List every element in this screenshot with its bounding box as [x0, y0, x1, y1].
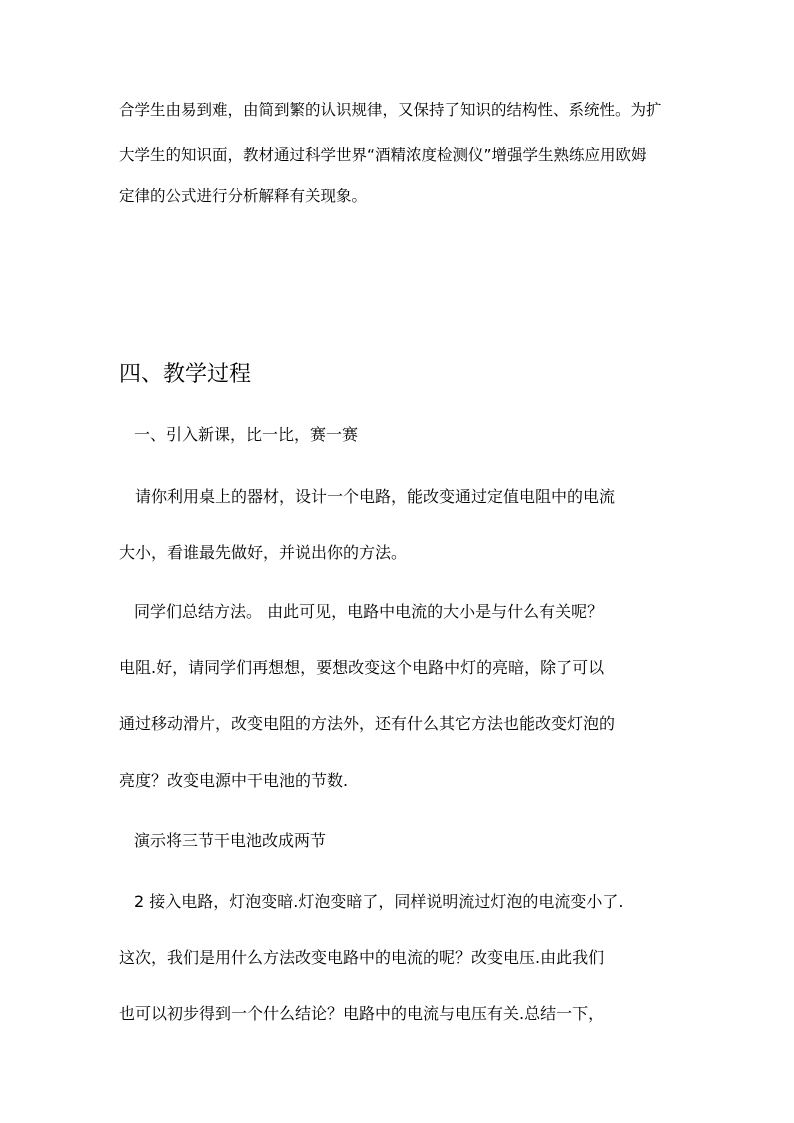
body-line-2: 请你利用桌上的器材，设计一个电路，能改变通过定值电阻中的电流 — [135, 487, 616, 506]
body-line-5: 电阻.好，请同学们再想想，要想改变这个电路中灯的亮暗，除了可以 — [119, 658, 605, 677]
body-line-8: 演示将三节干电池改成两节 — [134, 831, 327, 850]
body-line-9: 2 接入电路，灯泡变暗.灯泡变暗了，同样说明流过灯泡的电流变小了. — [134, 892, 624, 911]
body-line-11: 也可以初步得到一个什么结论？电路中的电流与电压有关.总结一下， — [119, 1004, 605, 1023]
body-line-4: 同学们总结方法。 由此可见，电路中电流的大小是与什么有关呢？ — [134, 602, 604, 621]
body-line-6: 通过移动滑片，改变电阻的方法外，还有什么其它方法也能改变灯泡的 — [119, 714, 616, 733]
section-heading: 四、教学过程 — [119, 362, 252, 387]
body-line-10: 这次，我们是用什么方法改变电路中的电流的呢？改变电压.由此我们 — [119, 948, 605, 967]
body-line-3: 大小，看谁最先做好，并说出你的方法。 — [119, 543, 408, 562]
intro-line-1: 合学生由易到难，由简到繁的认识规律，又保持了知识的结构性、系统性。为扩 — [119, 101, 662, 119]
intro-line-2: 大学生的知识面，教材通过科学世界“酒精浓度检测仪”增强学生熟练应用欧姆 — [119, 146, 647, 164]
intro-line-3: 定律的公式进行分析解释有关现象。 — [119, 187, 368, 205]
body-line-1: 一、引入新课，比一比，赛一赛 — [134, 425, 359, 444]
body-line-7: 亮度？改变电源中干电池的节数. — [119, 771, 349, 790]
